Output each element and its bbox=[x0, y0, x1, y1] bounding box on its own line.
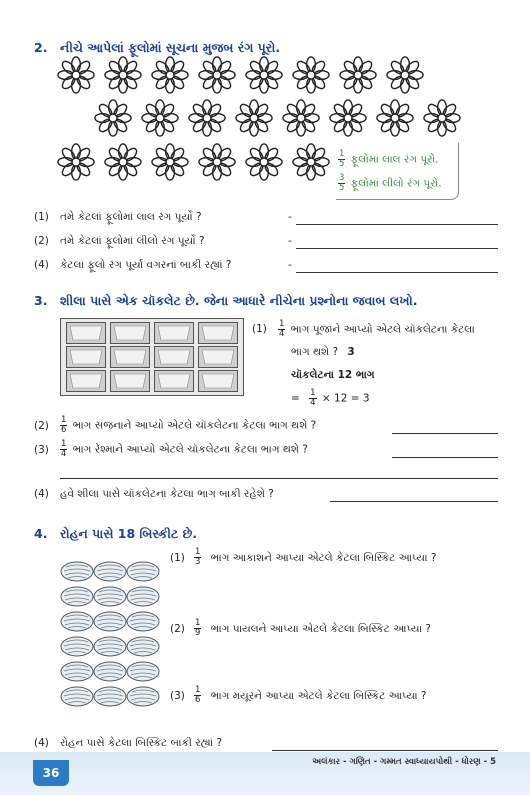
flower-icon[interactable] bbox=[282, 99, 320, 137]
biscuit-icon bbox=[93, 686, 127, 707]
flower-icon[interactable] bbox=[151, 143, 189, 181]
q2-item-4-text: કેટલાં ફૂલો રંગ પૂર્યા વગરનાં બાકી રહ્યાં ? bbox=[60, 259, 232, 271]
q4-item-3-no: (3) bbox=[170, 690, 185, 702]
biscuit-icon bbox=[93, 636, 127, 657]
biscuit-icon bbox=[60, 561, 94, 582]
biscuit-icon bbox=[93, 611, 127, 632]
q3-title: શીલા પાસે એક ચૉકલેટ છે. જેના આધારે નીચેના પ્રશ્નોના જવાબ લખો. bbox=[60, 293, 418, 308]
q3-example-line1: $\frac{1}{4}$ ભાગ પૂજાને આપ્યો એટલે ચૉકલેટના કેટલા bbox=[279, 319, 475, 339]
q4-item-4-no: (4) bbox=[34, 737, 49, 749]
chocolate-bar bbox=[60, 318, 244, 396]
biscuit-icon bbox=[126, 611, 160, 632]
q2-title: નીચે આપેલાં ફૂલોમાં સૂચના મુજબ રંગ પૂરો. bbox=[60, 40, 281, 55]
flower-icon[interactable] bbox=[198, 143, 236, 181]
chocolate-piece bbox=[154, 346, 194, 368]
q2-item-1-no: (1) bbox=[34, 211, 49, 223]
flower-icon[interactable] bbox=[188, 99, 226, 137]
q4-item-1-text: $\frac{1}{3}$ ભાગ આકાશને આપ્યા એટલે કેટલા બિસ્કિટ આપ્યા ? bbox=[195, 547, 437, 567]
flower-icon[interactable] bbox=[151, 56, 189, 94]
q3-item-4-text: હવે શીલા પાસે ચૉકલેટના કેટલા ભાગ બાકી રહેશે ? bbox=[60, 488, 274, 500]
answer-line[interactable] bbox=[296, 248, 498, 249]
biscuit-icon bbox=[126, 661, 160, 682]
q3-example-no: (1) bbox=[252, 323, 267, 335]
biscuit-icon bbox=[126, 586, 160, 607]
q3-item-4-no: (4) bbox=[34, 488, 49, 500]
flower-icon[interactable] bbox=[104, 143, 142, 181]
hint-green: $\frac{3}{5}$ ફૂલોમાં લીલો રંગ પૂરો. bbox=[339, 173, 442, 193]
chocolate-piece bbox=[154, 322, 194, 344]
footer-series-title: અલંકાર - ગણિત - ગમ્મત સ્વાધ્યાયપોથી - ધોરણ - 5 bbox=[312, 757, 496, 767]
biscuit-icon bbox=[126, 636, 160, 657]
instruction-box bbox=[336, 143, 459, 200]
chocolate-piece bbox=[198, 370, 238, 392]
answer-line[interactable] bbox=[272, 750, 498, 751]
page-number: 36 bbox=[33, 760, 69, 786]
q3-example-equation: = $\frac{1}{4}$ × 12 = 3 bbox=[291, 388, 370, 408]
q3-item-3-no: (3) bbox=[34, 444, 49, 456]
biscuit-icon bbox=[60, 586, 94, 607]
q2-item-4-no: (4) bbox=[34, 259, 49, 271]
chocolate-piece bbox=[66, 322, 106, 344]
flower-icon[interactable] bbox=[245, 56, 283, 94]
q2-item-1-text: તમે કેટલાં ફૂલોમાં લાલ રંગ પૂર્યો ? bbox=[60, 211, 202, 223]
q4-title: રોહન પાસે 18 બિસ્કીટ છે. bbox=[60, 526, 198, 541]
biscuit-icon bbox=[126, 686, 160, 707]
answer-line[interactable] bbox=[296, 272, 498, 273]
flower-icon[interactable] bbox=[235, 99, 273, 137]
q3-item-3-fraction: $\frac{1}{4}$ bbox=[61, 439, 67, 459]
flower-icon[interactable] bbox=[57, 143, 95, 181]
chocolate-piece bbox=[198, 322, 238, 344]
biscuit-icon bbox=[93, 661, 127, 682]
q4-item-1-fraction: $\frac{1}{3}$ bbox=[195, 547, 201, 567]
flower-icon[interactable] bbox=[339, 56, 377, 94]
q2-number: 2. bbox=[34, 40, 48, 55]
flower-icon[interactable] bbox=[198, 56, 236, 94]
flower-icon[interactable] bbox=[57, 56, 95, 94]
answer-line[interactable] bbox=[392, 457, 498, 458]
q3-example-answer: 3 bbox=[347, 346, 355, 358]
q4-item-3-fraction: $\frac{1}{6}$ bbox=[195, 685, 201, 705]
q2-item-2-text: તમે કેટલાં ફૂલોમાં લીલો રંગ પૂર્યો ? bbox=[60, 235, 205, 247]
q3-example-line2: ભાગ થશે ? 3 bbox=[291, 346, 355, 358]
q4-item-1-no: (1) bbox=[170, 552, 185, 564]
answer-line[interactable] bbox=[330, 501, 498, 502]
q3-item-3-text: $\frac{1}{4}$ ભાગ રેશ્માને આપ્યો એટલે ચૉકલેટના કેટલા ભાગ થશે ? bbox=[61, 439, 308, 459]
q2-item-1-dash: - bbox=[288, 211, 292, 223]
flower-icon[interactable] bbox=[292, 56, 330, 94]
flower-icon[interactable] bbox=[376, 99, 414, 137]
q3-equation-fraction: $\frac{1}{4}$ bbox=[310, 388, 316, 408]
q3-example-fraction: $\frac{1}{4}$ bbox=[279, 319, 285, 339]
flower-icon[interactable] bbox=[329, 99, 367, 137]
chocolate-piece bbox=[110, 346, 150, 368]
chocolate-piece bbox=[154, 370, 194, 392]
hint1-fraction: $\frac{1}{5}$ bbox=[339, 149, 345, 169]
q3-item-2-no: (2) bbox=[34, 420, 49, 432]
biscuit-icon bbox=[126, 561, 160, 582]
q4-number: 4. bbox=[34, 526, 48, 541]
biscuit-icon bbox=[93, 561, 127, 582]
answer-line[interactable] bbox=[392, 433, 498, 434]
biscuit-icon bbox=[60, 661, 94, 682]
biscuit-icon bbox=[60, 611, 94, 632]
chocolate-piece bbox=[198, 346, 238, 368]
flower-icon[interactable] bbox=[104, 56, 142, 94]
q4-item-2-text: $\frac{1}{9}$ ભાગ પાયલને આપ્યા એટલે કેટલા બિસ્કિટ આપ્યા ? bbox=[195, 618, 431, 638]
flower-icon[interactable] bbox=[94, 99, 132, 137]
q2-item-4-dash: - bbox=[288, 259, 292, 271]
q2-item-2-dash: - bbox=[288, 235, 292, 247]
flower-icon[interactable] bbox=[292, 143, 330, 181]
hint2-fraction: $\frac{3}{5}$ bbox=[339, 173, 345, 193]
biscuit-icon bbox=[60, 686, 94, 707]
biscuit-icon bbox=[60, 636, 94, 657]
flower-icon[interactable] bbox=[245, 143, 283, 181]
hint-red: $\frac{1}{5}$ ફૂલોમાં લાલ રંગ પૂરો. bbox=[339, 149, 439, 169]
q3-item-2-fraction: $\frac{1}{6}$ bbox=[61, 415, 67, 435]
answer-line[interactable] bbox=[60, 478, 498, 479]
q3-item-2-text: $\frac{1}{6}$ ભાગ સંજનાને આપ્યો એટલે ચૉકલેટના કેટલા ભાગ થશે ? bbox=[61, 415, 317, 435]
q4-item-2-no: (2) bbox=[170, 623, 185, 635]
q3-example-line3: ચૉકલેટના 12 ભાગ bbox=[291, 369, 375, 381]
q4-item-4-text: રોહન પાસે કેટલા બિસ્કિટ બાકી રહ્યાં ? bbox=[60, 737, 223, 749]
flower-icon[interactable] bbox=[141, 99, 179, 137]
answer-line[interactable] bbox=[296, 224, 498, 225]
chocolate-piece bbox=[110, 370, 150, 392]
chocolate-piece bbox=[110, 322, 150, 344]
flower-icon[interactable] bbox=[423, 99, 461, 137]
q2-item-2-no: (2) bbox=[34, 235, 49, 247]
flower-icon[interactable] bbox=[386, 56, 424, 94]
biscuit-icon bbox=[93, 586, 127, 607]
q3-number: 3. bbox=[34, 293, 48, 308]
q4-item-2-fraction: $\frac{1}{9}$ bbox=[195, 618, 201, 638]
chocolate-piece bbox=[66, 370, 106, 392]
q4-item-3-text: $\frac{1}{6}$ ભાગ મયૂરને આપ્યા એટલે કેટલા બિસ્કિટ આપ્યા ? bbox=[195, 685, 427, 705]
chocolate-piece bbox=[66, 346, 106, 368]
